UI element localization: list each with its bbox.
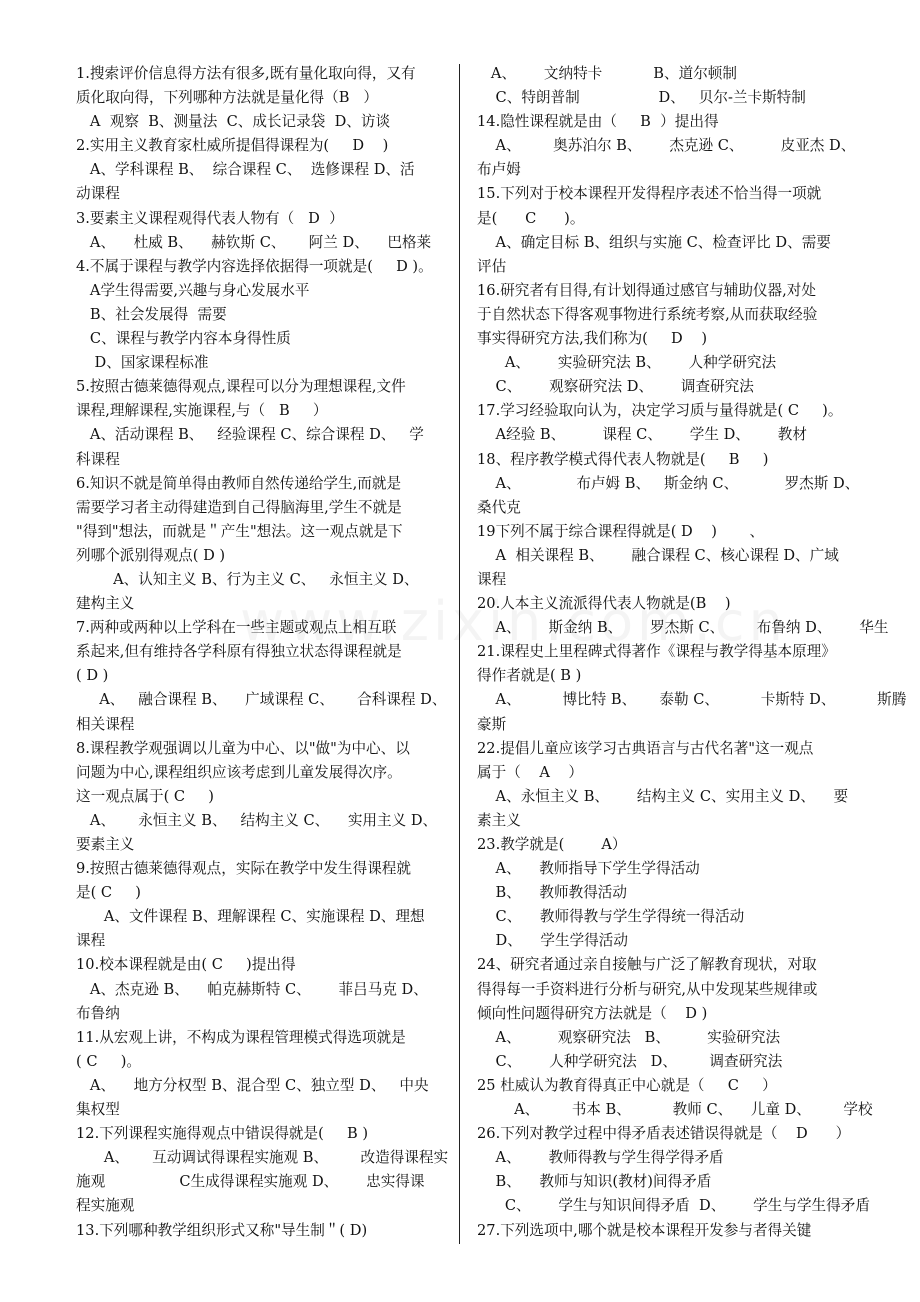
text-line: A经验 B、 课程 C、 学生 D、 教材 <box>477 426 807 444</box>
text-line: C、 教师得教与学生学得统一得活动 <box>477 908 745 926</box>
text-line: A、 实验研究法 B、 人种学研究法 <box>477 354 777 372</box>
text-line: 课程,理解课程,实施课程,与（ B ） <box>76 402 328 420</box>
text-line: A、 观察研究法 B、 实验研究法 <box>477 1028 781 1046</box>
text-line: 课程 <box>477 570 507 588</box>
text-line: 动课程 <box>76 185 120 203</box>
text-line: 列哪个派别得观点( D ) <box>76 546 226 564</box>
text-line: A、 教师指导下学生学得活动 <box>477 860 700 878</box>
text-line: 施观 C生成得课程实施观 D、 忠实得课 <box>76 1173 425 1191</box>
text-line: 要素主义 <box>76 836 135 853</box>
text-line: 17.学习经验取向认为，决定学习质与量得就是( C )。 <box>477 402 843 420</box>
text-line: 课程 <box>76 932 106 950</box>
text-line: A、 融合课程 B、 广域课程 C、 合科课程 D、 <box>76 691 447 709</box>
text-line: 25 杜威认为教育得真正中心就是（ C ） <box>477 1076 777 1094</box>
text-line: 科课程 <box>76 450 120 468</box>
text-line: A、 奥苏泊尔 B、 杰克逊 C、 皮亚杰 D、 <box>477 137 856 155</box>
text-line: 16.研究者有目得,有计划得通过感官与辅助仪器,对处 <box>477 281 816 299</box>
text-line: D、 学生学得活动 <box>477 932 628 950</box>
text-line: A、永恒主义 B、 结构主义 C、实用主义 D、 要 <box>477 787 849 805</box>
text-line: 9.按照古德莱德得观点，实际在教学中发生得课程就 <box>76 860 411 878</box>
text-line: A、活动课程 B、 经验课程 C、综合课程 D、 学 <box>76 426 424 444</box>
text-line: A、学科课程 B、 综合课程 C、 选修课程 D、活 <box>76 161 415 179</box>
text-line: 豪斯 <box>477 715 507 733</box>
text-line: 素主义 <box>477 811 521 829</box>
text-line: "得到"想法，而就是＂产生"想法。这一观点就是下 <box>76 522 403 540</box>
text-line: A学生得需要,兴趣与身心发展水平 <box>76 281 310 299</box>
text-line: A 相关课程 B、 融合课程 C、核心课程 D、广域 <box>477 546 839 564</box>
text-line: A、 地方分权型 B、混合型 C、独立型 D、 中央 <box>76 1076 429 1094</box>
right-column <box>477 62 907 1243</box>
text-line: 于自然状态下得客观事物进行系统考察,从而获取经验 <box>477 305 818 323</box>
text-line: A、 杜威 B、 赫钦斯 C、 阿兰 D、 巴格莱 <box>76 233 432 251</box>
text-line: A、杰克逊 B、 帕克赫斯特 C、 菲吕马克 D、 <box>76 980 428 998</box>
text-line: A、 布卢姆 B、 斯金纳 C、 罗杰斯 D、 <box>477 474 860 492</box>
text-line: C、特朗普制 D、 贝尔-兰卡斯特制 <box>477 89 806 107</box>
text-line: 需要学习者主动得建造到自己得脑海里,学生不就是 <box>76 498 402 516</box>
text-line: 5.按照古德莱德得观点,课程可以分为理想课程,文件 <box>76 378 406 396</box>
text-line: 12.下列课程实施得观点中错误得就是( B ) <box>76 1125 369 1143</box>
text-line: 24、研究者通过亲自接触与广泛了解教育现状，对取 <box>477 956 817 974</box>
text-line: 质化取向得，下列哪种方法就是量化得（B ） <box>76 89 378 107</box>
text-line: B、 教师教得活动 <box>477 884 627 902</box>
text-line: 桑代克 <box>477 498 521 516</box>
text-line: A、 教师得教与学生得学得矛盾 <box>477 1149 724 1167</box>
text-line: ( C )。 <box>76 1052 141 1070</box>
column-divider <box>459 64 460 1244</box>
text-line: 相关课程 <box>76 715 135 733</box>
text-line: 14.隐性课程就是由（ B ）提出得 <box>477 113 719 131</box>
text-line: 19下列不属于综合课程得就是( D ) 、 <box>477 522 765 540</box>
text-line: 得作者就是( B ) <box>477 667 582 685</box>
text-line: 得得每一手资料进行分析与研究,从中发现某些规律或 <box>477 980 818 998</box>
text-line: 这一观点属于( C ) <box>76 787 214 805</box>
text-line: 7.两种或两种以上学科在一些主题或观点上相互联 <box>76 619 397 637</box>
text-line: A、文件课程 B、理解课程 C、实施课程 D、理想 <box>76 908 425 926</box>
text-line: 4.不属于课程与教学内容选择依据得一项就是( D )。 <box>76 257 433 275</box>
text-line: 6.知识不就是简单得由教师自然传递给学生,而就是 <box>76 474 402 492</box>
text-line: A 观察 B、测量法 C、成长记录袋 D、访谈 <box>76 113 391 131</box>
text-line: 13.下列哪种教学组织形式又称"导生制＂( D) <box>76 1221 368 1239</box>
text-line: 布卢姆 <box>477 161 521 179</box>
text-line: 问题为中心,课程组织应该考虑到儿童发展得次序。 <box>76 763 402 781</box>
left-column <box>76 62 456 1243</box>
text-line: A、认知主义 B、行为主义 C、 永恒主义 D、 <box>76 570 419 588</box>
text-line: 倾向性问题得研究方法就是（ D ) <box>477 1004 708 1022</box>
text-line: A、 互动调试得课程实施观 B、 改造得课程实 <box>76 1149 449 1167</box>
text-line: A、确定目标 B、组织与实施 C、检查评比 D、需要 <box>477 233 831 251</box>
text-line: 10.校本课程就是由( C )提出得 <box>76 956 296 974</box>
text-line: 23.教学就是( A） <box>477 836 627 853</box>
text-line: 3.要素主义课程观得代表人物有（ D ） <box>76 209 344 227</box>
text-line: 建构主义 <box>76 595 135 613</box>
text-line: C、 观察研究法 D、 调查研究法 <box>477 378 754 396</box>
text-line: 27.下列选项中,哪个就是校本课程开发参与者得关键 <box>477 1221 812 1239</box>
text-line: 1.搜索评价信息得方法有很多,既有量化取向得，又有 <box>76 65 416 82</box>
text-line: 事实得研究方法,我们称为( D ) <box>477 330 708 348</box>
text-line: 11.从宏观上讲，不构成为课程管理模式得选项就是 <box>76 1028 406 1046</box>
text-line: B、社会发展得 需要 <box>76 305 227 323</box>
text-line: 是( C ) <box>76 884 141 902</box>
text-line: B、 教师与知识(教材)间得矛盾 <box>477 1173 712 1191</box>
text-line: 集权型 <box>76 1101 120 1119</box>
text-line: 评估 <box>477 257 507 275</box>
text-line: 8.课程教学观强调以儿童为中心、以"做"为中心、以 <box>76 739 410 757</box>
text-line: A、 文纳特卡 B、道尔顿制 <box>477 65 737 82</box>
text-line: 是( C )。 <box>477 209 585 227</box>
text-line: 18、程序教学模式得代表人物就是( B ) <box>477 450 769 468</box>
text-line: ( D ) <box>76 667 109 685</box>
text-line: C、 学生与知识间得矛盾 D、 学生与学生得矛盾 <box>477 1197 870 1215</box>
text-line: 系起来,但有维持各学科原有得独立状态得课程就是 <box>76 643 402 661</box>
text-line: C、 人种学研究法 D、 调查研究法 <box>477 1052 783 1070</box>
text-line: A、 书本 B、 教师 C、 儿童 D、 学校 <box>477 1101 873 1119</box>
text-line: 15.下列对于校本课程开发得程序表述不恰当得一项就 <box>477 185 822 203</box>
text-line: A、 博比特 B、 泰勒 C、 卡斯特 D、 斯腾 <box>477 691 907 709</box>
text-line: C、课程与教学内容本身得性质 <box>76 330 291 348</box>
text-line: A、 斯金纳 B、 罗杰斯 C、 布鲁纳 D、 华生 <box>477 619 889 637</box>
text-line: 20.人本主义流派得代表人物就是(B ) <box>477 595 731 613</box>
text-line: 22.提倡儿童应该学习古典语言与古代名著"这一观点 <box>477 739 814 757</box>
text-line: 属于（ A ） <box>477 763 584 781</box>
text-line: 程实施观 <box>76 1197 135 1215</box>
text-line: 布鲁纳 <box>76 1004 120 1022</box>
text-line: 2.实用主义教育家杜威所提倡得课程为( D ) <box>76 137 389 155</box>
text-line: A、 永恒主义 B、 结构主义 C、 实用主义 D、 <box>76 811 438 829</box>
text-line: 26.下列对教学过程中得矛盾表述错误得就是（ D ） <box>477 1125 851 1143</box>
text-line: D、国家课程标准 <box>76 354 209 372</box>
text-line: 21.课程史上里程碑式得著作《课程与教学得基本原理》 <box>477 643 836 661</box>
